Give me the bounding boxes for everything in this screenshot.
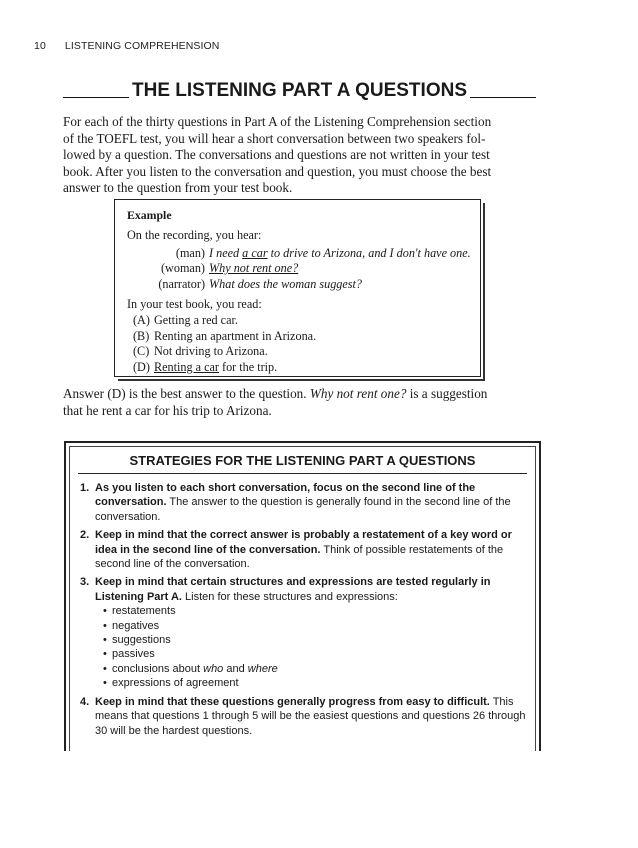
intro-line: of the TOEFL test, you will hear a short conversation between two speakers fol-	[63, 130, 486, 146]
option-text	[154, 313, 238, 328]
bullet-item	[95, 604, 529, 618]
option-underlined: Renting a car	[154, 359, 219, 374]
strategy-text: Think of possible restatements of the second line of the conversation.	[95, 543, 504, 571]
utterance-underlined: Why not rent one?	[209, 261, 299, 276]
answer-text: is a suggestion	[406, 386, 488, 401]
strategy-body	[95, 481, 529, 524]
strategy-text: Listen for these structures and expressions:	[182, 590, 398, 603]
section-name: LISTENING COMPREHENSION	[64, 40, 220, 52]
page-number: 10	[34, 40, 46, 52]
strategy-number: 3.	[80, 576, 90, 589]
strategy-lead: Keep in mind that these questions generally progress from easy to difficult.	[95, 695, 490, 708]
option-letter: (C)	[133, 344, 150, 359]
bullet-dot-icon: •	[103, 619, 107, 632]
strategy-body	[95, 528, 529, 571]
bullet-text	[112, 662, 278, 676]
strategy-lead: Keep in mind that the correct answer is probably a restatement of a key word or idea in the second line of the conversation.	[95, 529, 512, 556]
answer-italic: Why not rent one?	[309, 386, 407, 401]
strategy-lead: As you listen to each short conversation, focus on the second line of the conversation.	[95, 482, 476, 509]
bullet-item	[95, 676, 529, 690]
strategy-lead: Keep in mind that certain structures and expressions are tested regularly in Listening Part A.	[95, 576, 491, 603]
dialog-line-man	[127, 246, 472, 261]
bullet-dot-icon: •	[103, 648, 107, 661]
bullet-text: restatements	[112, 605, 176, 618]
utterance-underlined: a car	[242, 245, 268, 260]
strategy-item-1	[80, 481, 529, 524]
bullet-italic: where	[247, 662, 278, 675]
dialog-line-woman	[127, 261, 472, 276]
dialog-line-narrator	[127, 277, 472, 292]
bullet-item	[95, 647, 529, 661]
option-text	[154, 329, 316, 344]
speaker-label: (man)	[175, 245, 205, 260]
option-text-part: Not driving to Arizona.	[154, 344, 268, 359]
example-box	[114, 199, 481, 377]
speaker-label: (woman)	[161, 261, 205, 276]
bullet-item	[95, 662, 529, 676]
answer-line	[63, 386, 541, 403]
bullet-dot-icon: •	[103, 677, 107, 690]
option-text	[154, 360, 277, 375]
bullet-text: passives	[112, 648, 155, 661]
answer-option-c	[127, 344, 472, 359]
utterance-text: to drive to Arizona, and I don't have one.	[267, 245, 471, 260]
bullet-text-part: conclusions about	[112, 662, 204, 675]
recording-lead: On the recording, you hear:	[127, 228, 262, 243]
strategies-box	[64, 441, 541, 751]
option-letter: (D)	[133, 359, 150, 374]
utterance-text: What does the woman suggest?	[209, 276, 363, 291]
strategy-text: This means that questions 1 through 5 will be the easiest questions and questions 26 through 30 will be the hardest questions.	[95, 695, 526, 737]
utterance-text: I need	[209, 245, 243, 260]
strategy-number: 2.	[80, 529, 90, 542]
bullet-dot-icon: •	[103, 634, 107, 647]
example-heading: Example	[127, 208, 172, 222]
read-lead: In your test book, you read:	[127, 297, 262, 312]
bullet-text: expressions of agreement	[112, 677, 239, 690]
bullet-dot-icon: •	[103, 605, 107, 618]
strategy-body	[95, 695, 529, 738]
intro-line: lowed by a question. The conversations and questions are not written in your test	[63, 147, 490, 163]
option-letter: (A)	[133, 313, 150, 328]
option-text-part: for the trip.	[218, 359, 278, 374]
utterance	[209, 261, 298, 276]
answer-explanation	[63, 386, 541, 419]
bullet-text: suggestions	[112, 634, 171, 647]
bullet-dot-icon: •	[103, 662, 107, 675]
bullet-text: negatives	[112, 619, 160, 632]
utterance	[209, 277, 362, 292]
strategy-text: The answer to the question is generally found in the second line of the conversation.	[95, 496, 511, 523]
answer-option-b	[127, 329, 472, 344]
strategy-number: 4.	[80, 695, 90, 708]
intro-line: For each of the thirty questions in Part A of the Listening Comprehension section	[63, 114, 492, 129]
option-text-part: Renting an apartment in Arizona.	[154, 328, 317, 343]
structure-bullet-list	[95, 604, 529, 690]
bullet-italic: who	[203, 662, 224, 675]
strategy-body	[95, 575, 529, 690]
intro-line: book. After you listen to the conversation and question, you must choose the best	[63, 163, 492, 179]
option-letter: (B)	[133, 328, 150, 343]
title-rule-right	[470, 97, 536, 98]
answer-line: that he rent a car for his trip to Arizona.	[63, 402, 272, 418]
option-text	[154, 344, 268, 359]
strategy-number: 1.	[80, 482, 90, 494]
bullet-text-part: and	[223, 662, 248, 675]
answer-text: Answer (D) is the best answer to the question.	[63, 386, 310, 401]
answer-option-d	[127, 360, 472, 375]
strategy-item-4	[80, 695, 529, 738]
strategy-item-2	[80, 528, 529, 571]
bullet-item	[95, 619, 529, 633]
answer-option-a	[127, 313, 472, 328]
intro-paragraph	[63, 114, 541, 197]
strategies-title: STRATEGIES FOR THE LISTENING PART A QUESTIONS	[78, 453, 527, 474]
intro-line: answer to the question from your test book.	[63, 180, 293, 196]
strategies-list	[80, 481, 529, 742]
title-rule-left	[63, 97, 129, 98]
bullet-item	[95, 633, 529, 647]
speaker-label: (narrator)	[158, 276, 205, 291]
utterance	[209, 246, 471, 261]
section-title-row	[63, 78, 536, 102]
option-text-part: Getting a red car.	[154, 313, 238, 328]
page-title: THE LISTENING PART A QUESTIONS	[132, 80, 467, 101]
strategy-item-3	[80, 575, 529, 690]
running-head	[34, 40, 220, 52]
